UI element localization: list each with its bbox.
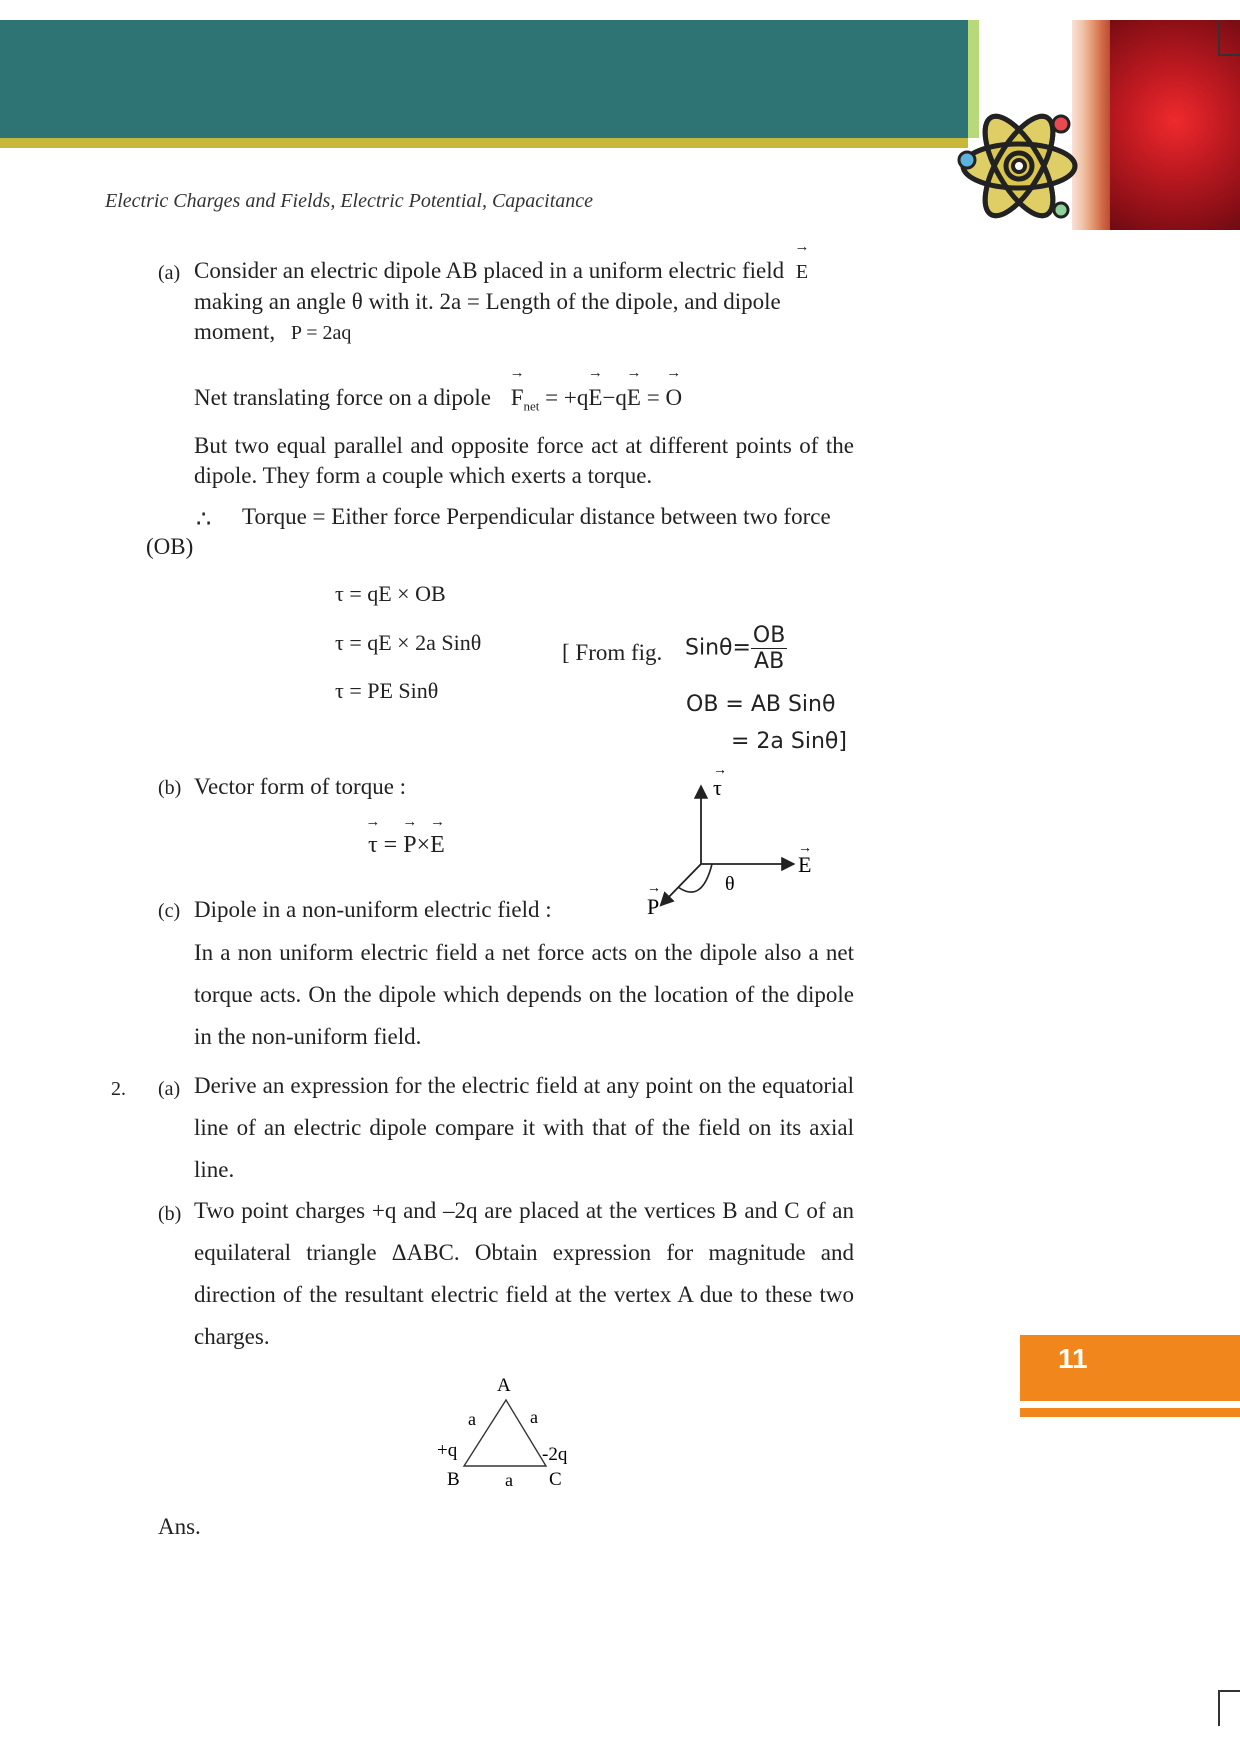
frac-den: AB bbox=[754, 649, 785, 674]
charge-B: +q bbox=[437, 1440, 458, 1461]
header-yellow-rule bbox=[0, 138, 968, 148]
crop-mark-bottom bbox=[1218, 1690, 1220, 1726]
atom-icon bbox=[955, 100, 1085, 235]
part-a-line3: moment, bbox=[194, 319, 276, 344]
fig-E-arrow: → bbox=[798, 841, 812, 856]
side-right: a bbox=[530, 1407, 538, 1427]
fig-tau: τ bbox=[713, 775, 722, 800]
torque-text-l2: (OB) bbox=[146, 534, 194, 559]
fraction bbox=[751, 623, 787, 674]
answer-label: Ans. bbox=[158, 1514, 201, 1539]
vector-F: → F bbox=[511, 383, 524, 413]
vertex-C: C bbox=[549, 1469, 562, 1490]
fig-P: P bbox=[647, 894, 660, 919]
fig-theta: θ bbox=[725, 873, 735, 895]
side-left: a bbox=[468, 1409, 476, 1429]
torque-definition bbox=[146, 502, 854, 562]
sin-lhs: Sinθ= bbox=[685, 635, 751, 661]
fig-tau-arrow: → bbox=[713, 770, 727, 778]
charge-C: -2q bbox=[542, 1444, 568, 1465]
theta-arc bbox=[678, 864, 712, 892]
vertex-A: A bbox=[497, 1375, 511, 1396]
ob-equation-2: = 2a Sinθ] bbox=[731, 729, 847, 754]
page-number: 11 bbox=[1058, 1343, 1088, 1374]
torque-eq-3: τ = PE Sinθ bbox=[335, 678, 439, 703]
couple-paragraph: But two equal parallel and opposite force act at different points of the dipole. They form a couple which exerts a torque. bbox=[194, 433, 854, 488]
torque-text-l1: Torque = Either force Perpendicular distance between two force bbox=[242, 504, 831, 529]
vector-P: → P bbox=[403, 832, 416, 859]
moment-formula: P = 2aq bbox=[290, 322, 352, 344]
q2-a-text: Derive an expression for the electric field at any point on the equatorial line of an electric dipole compare it with that of the field on its axial line. bbox=[194, 1073, 854, 1182]
sin-fraction bbox=[685, 623, 787, 674]
q2-b-text: Two point charges +q and –2q are placed at the vertices B and C of an equilateral triangle ΔABC. Obtain expression for magnitude and direction of the resultant electric field at the vertex A due to these two charges. bbox=[194, 1198, 854, 1349]
frac-num: OB bbox=[752, 623, 786, 648]
net-force-rhs3: = bbox=[640, 385, 666, 410]
net-force-rhs2: −q bbox=[602, 385, 627, 410]
torque-figure bbox=[640, 770, 820, 920]
triangle-figure bbox=[432, 1372, 592, 1492]
fig-E: E bbox=[798, 852, 812, 877]
torque-eq-1: τ = qE × OB bbox=[335, 581, 446, 606]
page-number-rule bbox=[1020, 1408, 1240, 1417]
part-c-label: (c) bbox=[158, 900, 181, 922]
crop-mark-top bbox=[1218, 20, 1220, 54]
part-a-intro bbox=[194, 256, 854, 348]
crop-mark-bottom-h bbox=[1218, 1690, 1240, 1692]
torque-eq-2: τ = qE × 2a Sinθ bbox=[335, 630, 482, 655]
therefore-symbol: ∴ bbox=[196, 507, 212, 533]
part-c-body: In a non uniform electric field a net force acts on the dipole also a net torque acts. On the dipole which depends on the location of the dipole in the non-uniform field. bbox=[194, 940, 854, 1049]
vertex-B: B bbox=[447, 1469, 460, 1490]
vector-torque-eq: → τ = → P×→ E bbox=[368, 832, 445, 859]
question-2-number: 2. bbox=[111, 1078, 126, 1100]
q2-a-label: (a) bbox=[158, 1078, 181, 1100]
ob-equation: OB = AB Sinθ bbox=[686, 692, 836, 717]
net-force-line bbox=[194, 383, 682, 422]
page-number-tab bbox=[1020, 1335, 1240, 1401]
q2-b-label: (b) bbox=[158, 1203, 182, 1225]
header-band bbox=[0, 20, 968, 138]
part-a-label: (a) bbox=[158, 262, 181, 284]
part-b-label: (b) bbox=[158, 777, 182, 799]
net-force-rhs1: = +q bbox=[539, 385, 589, 410]
side-bottom: a bbox=[505, 1470, 513, 1490]
net-sub: net bbox=[523, 398, 540, 414]
fig-P-arrow: → bbox=[647, 881, 661, 896]
vector-tau: → τ bbox=[368, 832, 378, 859]
part-a-line1: Consider an electric dipole AB placed in a uniform electric field bbox=[194, 258, 785, 283]
net-force-text: Net translating force on a dipole bbox=[194, 385, 491, 410]
part-c-text: Dipole in a non-uniform electric field : bbox=[194, 897, 552, 922]
header-red-panel bbox=[1110, 20, 1240, 230]
vector-E2: → E bbox=[627, 383, 641, 413]
p-axis bbox=[662, 864, 701, 904]
vector-O: → O bbox=[665, 383, 682, 413]
times-sign: × bbox=[416, 832, 431, 858]
net-force-eq bbox=[510, 385, 683, 414]
vector-E: → E bbox=[796, 257, 808, 287]
vector-E-b: → E bbox=[430, 832, 445, 859]
from-fig-note: [ From fig. bbox=[562, 640, 663, 665]
part-b-text: Vector form of torque : bbox=[194, 774, 407, 799]
running-head: Electric Charges and Fields, Electric Potential, Capacitance bbox=[105, 190, 594, 212]
part-a-line2: making an angle θ with it. 2a = Length of the dipole, and dipole bbox=[194, 289, 781, 314]
vector-E1: → E bbox=[588, 383, 602, 413]
crop-mark-top-h bbox=[1218, 54, 1240, 56]
